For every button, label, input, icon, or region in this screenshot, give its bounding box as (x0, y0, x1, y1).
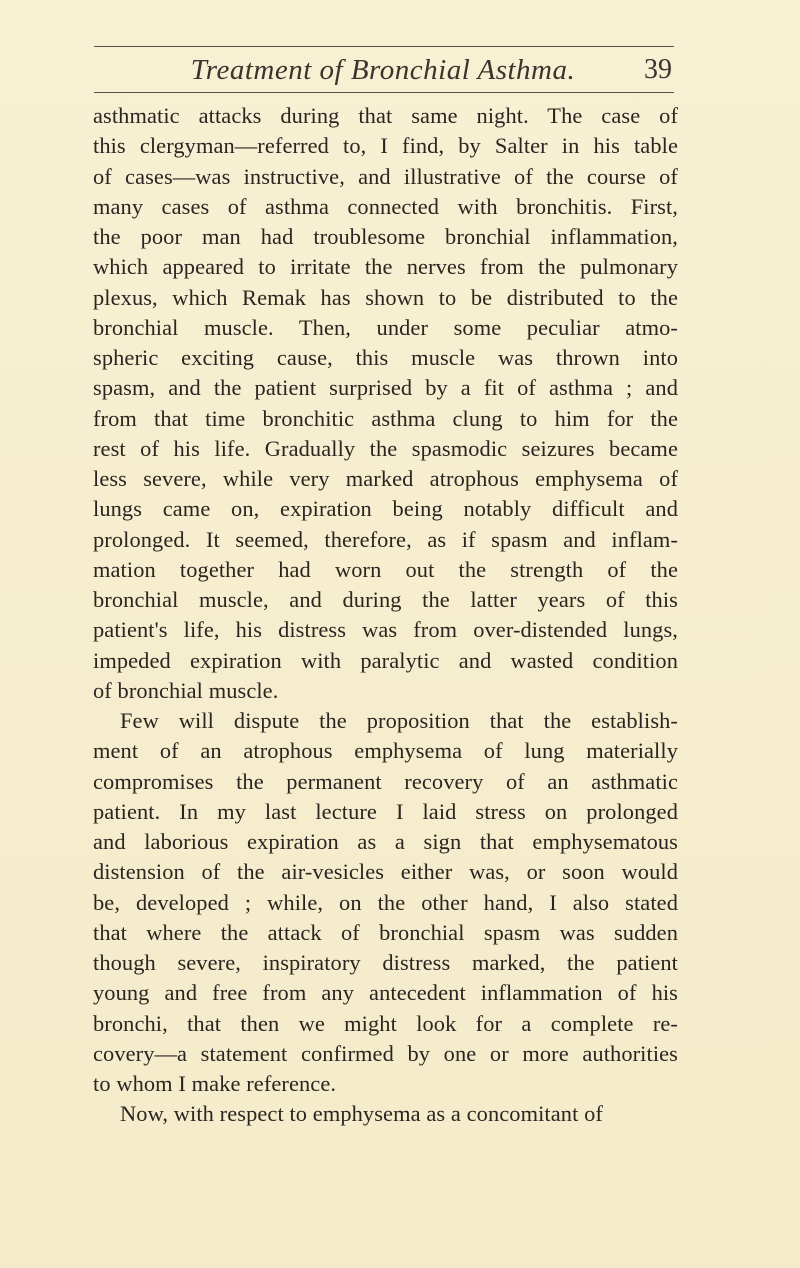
text-line: prolonged. It seemed, therefore, as if spasm and inflam- (93, 526, 678, 552)
running-head (94, 50, 672, 90)
text-line: of cases—was instructive, and illustrative of the course of (93, 163, 678, 189)
text-line: mation together had worn out the strength of the (93, 556, 678, 582)
paragraph-start-line: Now, with respect to emphysema as a concomitant of (120, 1101, 603, 1127)
text-line: patient's life, his distress was from over-distended lungs, (93, 617, 678, 643)
text-line: young and free from any antecedent inflammation of his (93, 980, 678, 1006)
text-line: bronchial muscle. Then, under some peculiar atmo- (93, 314, 678, 340)
text-line: bronchial muscle, and during the latter years of this (93, 587, 678, 612)
text-line: rest of his life. Gradually the spasmodic seizures became (93, 435, 678, 461)
text-line: this clergyman—referred to, I find, by Salter in his table (93, 133, 678, 159)
text-line: distension of the air-vesicles either was, or soon would (93, 859, 678, 885)
page-number: 39 (644, 54, 672, 85)
text-line: that where the attack of bronchial spasm was sudden (93, 919, 678, 945)
text-line: from that time bronchitic asthma clung to him for the (93, 405, 678, 431)
text-line: spasm, and the patient surprised by a fit of asthma ; and (93, 375, 678, 401)
body-text (93, 101, 678, 1130)
text-line: spheric exciting cause, this muscle was thrown into (93, 345, 678, 370)
text-line: and laborious expiration as a sign that emphysematous (93, 829, 678, 854)
text-line: ment of an atrophous emphysema of lung materially (93, 738, 678, 764)
header-rule-top (94, 46, 674, 47)
text-line: compromises the permanent recovery of an asthmatic (93, 768, 678, 794)
paragraph-end-line: to whom I make reference. (93, 1071, 337, 1096)
text-line: be, developed ; while, on the other hand, I also stated (93, 889, 678, 915)
text-line: patient. In my last lecture I laid stress on prolonged (93, 798, 678, 824)
text-line: though severe, inspiratory distress marked, the patient (93, 950, 678, 975)
paragraph-end-line: of bronchial muscle. (93, 677, 279, 703)
text-line: the poor man had troublesome bronchial inflammation, (93, 224, 678, 249)
text-line: lungs came on, expiration being notably difficult and (93, 496, 678, 522)
text-line: many cases of asthma connected with bronchitis. First, (93, 193, 678, 219)
text-line: which appeared to irritate the nerves from the pulmonary (93, 254, 678, 280)
text-line: plexus, which Remak has shown to be distributed to the (93, 284, 678, 310)
text-line: less severe, while very marked atrophous emphysema of (93, 466, 678, 491)
text-line: bronchi, that then we might look for a complete re- (93, 1010, 678, 1036)
header-rule-bottom (94, 92, 674, 93)
text-line: covery—a statement confirmed by one or more authorities (93, 1040, 678, 1066)
paragraph-start-line: Few will dispute the proposition that the establish- (120, 708, 678, 733)
text-line: impeded expiration with paralytic and wasted condition (93, 647, 678, 673)
text-line: asthmatic attacks during that same night. The case of (93, 103, 678, 128)
running-title: Treatment of Bronchial Asthma. (190, 54, 576, 86)
